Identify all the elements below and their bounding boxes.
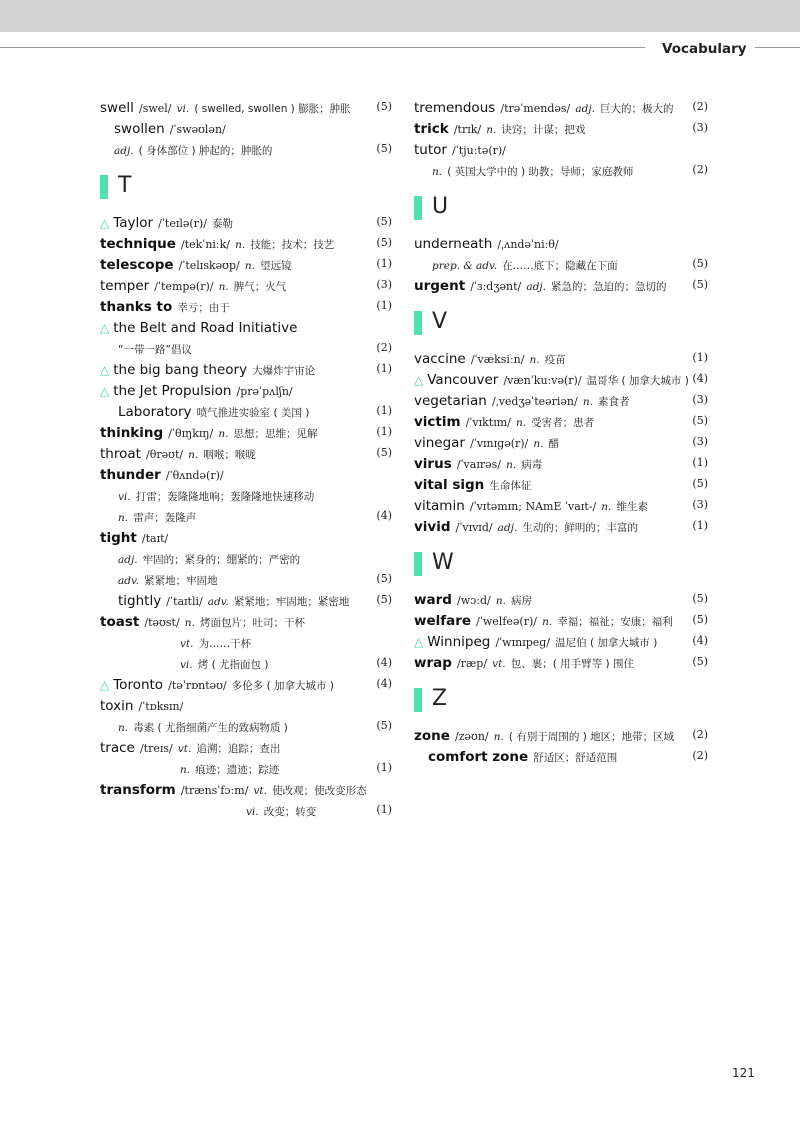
entry-unit-number: (2) — [692, 749, 708, 762]
vocab-entry — [414, 253, 708, 274]
entry-part-of-speech: n. — [218, 428, 229, 440]
section-heading — [414, 550, 708, 578]
proper-noun-triangle-icon: △ — [100, 384, 110, 398]
entry-pronunciation: /ˈteɪlə(r)/ — [158, 217, 207, 230]
vocab-entry — [100, 337, 392, 358]
vocab-entry — [100, 778, 392, 799]
entry-headword: thinking — [100, 425, 164, 441]
vocab-entry — [100, 400, 392, 421]
entry-part-of-speech: n. — [118, 512, 129, 524]
entry-unit-number: (3) — [376, 278, 392, 291]
entry-definition: ( swelled, swollen ) 膨胀；肿胀 — [194, 103, 351, 115]
entry-definition: 痕迹；遗迹；踪迹 — [195, 764, 280, 776]
entry-headword: Toronto — [113, 677, 164, 693]
entry-unit-number: (4) — [376, 509, 392, 522]
vocab-entry — [100, 505, 392, 526]
entry-unit-number: (5) — [692, 477, 708, 490]
entry-unit-number: (1) — [376, 425, 392, 438]
entry-pronunciation: /ˈswəʊlən/ — [169, 123, 226, 136]
entry-pronunciation: /ˌvedʒəˈteəriən/ — [491, 395, 578, 408]
entry-headword: swell — [100, 100, 134, 116]
entry-part-of-speech: n. — [188, 449, 199, 461]
section-letter: V — [432, 309, 448, 334]
header-rule-left — [0, 47, 645, 48]
entry-pronunciation: /taɪt/ — [141, 532, 169, 545]
vocab-entry — [414, 494, 708, 515]
entry-part-of-speech: vi. — [246, 806, 259, 818]
vocab-entry — [100, 379, 392, 400]
entry-unit-number: (2) — [692, 163, 708, 176]
entry-definition: 雷声；轰隆声 — [133, 512, 197, 524]
entry-headword: tight — [100, 530, 137, 546]
entry-definition: 紧急的；急迫的；急切的 — [551, 281, 667, 293]
vocab-entry — [100, 211, 392, 232]
entry-part-of-speech: vt. — [180, 638, 194, 650]
entry-pronunciation: /ˈθʌndə(r)/ — [165, 469, 224, 482]
entry-headword: vaccine — [414, 351, 466, 367]
page-number: 121 — [732, 1066, 755, 1080]
entry-definition: 醋 — [548, 438, 560, 450]
entry-unit-number: (2) — [692, 728, 708, 741]
entry-part-of-speech: vt. — [492, 658, 506, 670]
entry-pronunciation: /ˈtempə(r)/ — [154, 280, 214, 293]
vocab-entry — [414, 431, 708, 452]
section-heading — [414, 194, 708, 222]
entry-definition: 生动的；鲜明的；丰富的 — [522, 522, 638, 534]
entry-headword: tremendous — [414, 100, 496, 116]
header-rule-right — [755, 47, 800, 48]
vocab-entry — [100, 421, 392, 442]
entry-pronunciation: /ˈvæksiːn/ — [470, 353, 525, 366]
entry-part-of-speech: n. — [244, 260, 255, 272]
entry-pronunciation: /ˈtelɪskəʊp/ — [178, 259, 240, 272]
left-column — [100, 96, 392, 820]
entry-unit-number: (5) — [376, 215, 392, 228]
entry-part-of-speech: vi. — [176, 103, 190, 115]
section-letter: W — [432, 550, 454, 575]
entry-unit-number: (5) — [692, 278, 708, 291]
entry-headword: vivid — [414, 519, 451, 535]
entry-part-of-speech: n. — [533, 438, 544, 450]
entry-part-of-speech: n. — [493, 731, 504, 743]
section-marker — [414, 311, 422, 335]
entry-part-of-speech: n. — [218, 281, 229, 293]
entry-headword: technique — [100, 236, 176, 252]
entry-pronunciation: /ˈvɪktɪm/ — [465, 416, 511, 429]
entry-headword: thunder — [100, 467, 161, 483]
entry-pronunciation: /wɔːd/ — [457, 594, 491, 607]
entry-definition: 改变；转变 — [263, 806, 317, 818]
vocab-entry — [100, 526, 392, 547]
entry-headword: vinegar — [414, 435, 465, 451]
vocab-entry — [414, 232, 708, 253]
vocab-entry — [100, 757, 392, 778]
vocab-entry — [100, 799, 392, 820]
entry-unit-number: (5) — [692, 257, 708, 270]
entry-headword: ward — [414, 592, 452, 608]
entry-headword: toxin — [100, 698, 134, 714]
proper-noun-triangle-icon: △ — [100, 678, 110, 692]
entry-pronunciation: /ˈvɪnɪɡə(r)/ — [470, 437, 529, 450]
entry-unit-number: (5) — [376, 100, 392, 113]
entry-pronunciation: /ˈvɪtəmɪn; NAmE ˈvaɪt-/ — [469, 500, 597, 513]
section-marker — [414, 196, 422, 220]
vocab-entry — [100, 96, 392, 117]
entry-pronunciation: /təʊst/ — [144, 616, 180, 629]
entry-definition: 包、裹；( 用手臂等 ) 围住 — [510, 658, 634, 670]
vocab-entry — [100, 547, 392, 568]
vocab-entry — [100, 568, 392, 589]
entry-unit-number: (2) — [376, 341, 392, 354]
entry-part-of-speech: n. — [601, 501, 612, 513]
section-marker — [100, 175, 108, 199]
entry-part-of-speech: adj. — [575, 103, 595, 115]
entry-headword: the Belt and Road Initiative — [113, 320, 298, 336]
section-heading — [414, 686, 708, 714]
entry-unit-number: (1) — [376, 362, 392, 375]
vocab-entry — [100, 589, 392, 610]
entry-unit-number: (3) — [692, 393, 708, 406]
proper-noun-triangle-icon: △ — [100, 216, 110, 230]
entry-definition: 喷气推进实验室 ( 美国 ) — [196, 407, 310, 419]
entry-headword: temper — [100, 278, 150, 294]
proper-noun-triangle-icon: △ — [100, 321, 110, 335]
entry-part-of-speech: adv. — [118, 575, 140, 587]
section-heading — [100, 173, 392, 201]
entry-unit-number: (1) — [692, 519, 708, 532]
entry-headword: toast — [100, 614, 140, 630]
vocab-entry — [414, 651, 708, 672]
section-heading — [414, 309, 708, 337]
entry-pronunciation: /zəʊn/ — [455, 730, 489, 743]
entry-definition: 打雷；轰隆隆地响；轰隆隆地快速移动 — [135, 491, 315, 503]
entry-unit-number: (5) — [376, 572, 392, 585]
entry-pronunciation: /ˈwelfeə(r)/ — [476, 615, 537, 628]
vocab-entry — [414, 389, 708, 410]
entry-pronunciation: /θrəʊt/ — [146, 448, 184, 461]
entry-definition: 疫苗 — [544, 354, 566, 366]
entry-part-of-speech: n. — [582, 396, 593, 408]
entry-headword: the Jet Propulsion — [113, 383, 232, 399]
entry-unit-number: (2) — [692, 100, 708, 113]
entry-headword: thanks to — [100, 299, 173, 315]
entry-unit-number: (3) — [692, 498, 708, 511]
entry-pronunciation: /trænsˈfɔːm/ — [180, 784, 249, 797]
entry-pronunciation: /ˈtaɪtli/ — [166, 595, 203, 608]
section-letter: U — [432, 194, 449, 219]
entry-pronunciation: /ˈvaɪrəs/ — [456, 458, 501, 471]
vocab-entry — [414, 515, 708, 536]
vocab-entry — [100, 652, 392, 673]
entry-definition: 牢固的；紧身的；绷紧的；严密的 — [142, 554, 301, 566]
vocab-entry — [414, 630, 708, 651]
entry-unit-number: (1) — [376, 404, 392, 417]
entry-definition: 为……干杯 — [198, 638, 252, 650]
entry-part-of-speech: vi. — [180, 659, 193, 671]
vocab-entry — [100, 694, 392, 715]
entry-part-of-speech: adj. — [526, 281, 546, 293]
entry-definition: 在……底下；隐藏在下面 — [502, 260, 618, 272]
entry-headword: zone — [414, 728, 450, 744]
vocab-entry — [100, 295, 392, 316]
entry-headword: urgent — [414, 278, 466, 294]
entry-definition: 思想；思维；见解 — [233, 428, 318, 440]
vocab-entry — [100, 463, 392, 484]
entry-part-of-speech: adv. — [207, 596, 229, 608]
entry-pronunciation: /ˈvɪvɪd/ — [455, 521, 493, 534]
entry-definition: 幸福；福祉；安康；福利 — [557, 616, 673, 628]
entry-unit-number: (5) — [376, 236, 392, 249]
entry-part-of-speech: n. — [118, 722, 129, 734]
entry-headword: wrap — [414, 655, 452, 671]
entry-unit-number: (3) — [692, 435, 708, 448]
entry-headword: Laboratory — [118, 404, 192, 420]
right-column — [414, 96, 708, 766]
vocab-entry — [414, 347, 708, 368]
vocab-entry — [414, 117, 708, 138]
vocab-entry — [100, 736, 392, 757]
entry-definition: 温哥华 ( 加拿大城市 ) — [586, 375, 689, 387]
entry-unit-number: (1) — [376, 761, 392, 774]
entry-headword: Vancouver — [427, 372, 499, 388]
top-band — [0, 0, 800, 32]
entry-definition: ( 身体部位 ) 肿起的；肿胀的 — [138, 145, 273, 157]
entry-pronunciation: /swel/ — [138, 102, 172, 115]
entry-definition: 多伦多 ( 加拿大城市 ) — [231, 680, 334, 692]
entry-unit-number: (5) — [376, 719, 392, 732]
entry-headword: the big bang theory — [113, 362, 248, 378]
entry-pronunciation: /ræp/ — [457, 657, 488, 670]
entry-unit-number: (3) — [692, 121, 708, 134]
entry-definition: 泰勒 — [212, 218, 234, 230]
entry-pronunciation: /ˈtjuːtə(r)/ — [452, 144, 506, 157]
entry-headword: vegetarian — [414, 393, 487, 409]
entry-unit-number: (5) — [376, 142, 392, 155]
entry-headword: trace — [100, 740, 135, 756]
vocab-entry — [100, 358, 392, 379]
entry-unit-number: (5) — [692, 613, 708, 626]
entry-definition: 紧紧地；牢固地 — [144, 575, 218, 587]
entry-headword: welfare — [414, 613, 472, 629]
entry-unit-number: (1) — [692, 456, 708, 469]
entry-headword: telescope — [100, 257, 174, 273]
entry-definition: 咽喉；喉咙 — [203, 449, 256, 461]
proper-noun-triangle-icon: △ — [100, 363, 110, 377]
entry-unit-number: (5) — [376, 593, 392, 606]
entry-definition: 脾气；火气 — [233, 281, 287, 293]
entry-unit-number: (1) — [376, 299, 392, 312]
entry-headword: trick — [414, 121, 449, 137]
entry-headword: swollen — [114, 121, 165, 137]
entry-part-of-speech: adj. — [114, 145, 134, 157]
entry-pronunciation: /ˈtɒksɪn/ — [138, 700, 184, 713]
vocab-entry — [414, 473, 708, 494]
vocab-entry — [100, 442, 392, 463]
vocab-entry — [100, 631, 392, 652]
entry-definition: 使改观；使改变形态 — [272, 785, 367, 797]
entry-unit-number: (5) — [692, 655, 708, 668]
vocab-entry — [414, 410, 708, 431]
vocab-entry — [414, 609, 708, 630]
vocab-entry — [100, 253, 392, 274]
vocab-entry — [414, 452, 708, 473]
entry-unit-number: (4) — [376, 656, 392, 669]
entry-pronunciation: /vænˈkuːvə(r)/ — [503, 374, 582, 387]
entry-unit-number: (1) — [692, 351, 708, 364]
entry-definition: 烤 ( 尤指面包 ) — [197, 659, 269, 671]
entry-definition: 紧紧地；牢固地；紧密地 — [233, 596, 350, 608]
entry-pronunciation: /tekˈniːk/ — [181, 238, 231, 251]
entry-part-of-speech: adj. — [497, 522, 518, 534]
entry-pronunciation: /trɪk/ — [453, 123, 482, 136]
vocab-entry — [414, 368, 708, 389]
entry-headword: victim — [414, 414, 461, 430]
entry-pronunciation: /prəˈpʌlʃn/ — [236, 385, 293, 398]
vocab-entry — [100, 673, 392, 694]
entry-headword: Taylor — [113, 215, 154, 231]
entry-unit-number: (1) — [376, 803, 392, 816]
entry-definition: 望远镜 — [260, 260, 292, 272]
entry-definition: 巨大的；极大的 — [600, 103, 674, 115]
entry-unit-number: (4) — [692, 372, 708, 385]
entry-definition: 受害者；患者 — [531, 417, 595, 429]
vocab-entry — [100, 274, 392, 295]
proper-noun-triangle-icon: △ — [414, 373, 424, 387]
vocab-entry — [100, 484, 392, 505]
entry-definition: 大爆炸宇宙论 — [252, 365, 316, 377]
vocab-entry — [100, 117, 392, 138]
entry-part-of-speech: adj. — [118, 554, 138, 566]
vocab-entry — [414, 745, 708, 766]
vocab-entry — [414, 274, 708, 295]
proper-noun-triangle-icon: △ — [414, 635, 424, 649]
entry-definition: 舒适区；舒适范围 — [533, 752, 618, 764]
entry-definition: 维生素 — [616, 501, 648, 513]
running-header-title: Vocabulary — [662, 41, 747, 57]
entry-headword: tightly — [118, 593, 162, 609]
entry-definition: 温尼伯 ( 加拿大城市 ) — [555, 637, 658, 649]
entry-headword: vitamin — [414, 498, 465, 514]
entry-part-of-speech: vt. — [177, 743, 192, 755]
entry-definition: 病毒 — [521, 459, 543, 471]
vocab-entry — [100, 138, 392, 159]
entry-definition: 幸亏；由于 — [177, 302, 230, 314]
entry-part-of-speech: n. — [542, 616, 553, 628]
entry-part-of-speech: n. — [506, 459, 517, 471]
entry-unit-number: (5) — [376, 446, 392, 459]
entry-pronunciation: /trəˈmendəs/ — [500, 102, 571, 115]
entry-headword: underneath — [414, 236, 493, 252]
entry-part-of-speech: vt. — [253, 785, 267, 797]
entry-part-of-speech: n. — [235, 239, 246, 251]
entry-pronunciation: /ˈθɪŋkɪŋ/ — [168, 427, 214, 440]
entry-part-of-speech: n. — [432, 166, 443, 178]
entry-definition: 素食者 — [598, 396, 630, 408]
entry-unit-number: (4) — [376, 677, 392, 690]
entry-definition: 技能；技术；技艺 — [250, 239, 335, 251]
entry-headword: Winnipeg — [427, 634, 491, 650]
entry-definition: “一带一路”倡议 — [118, 344, 192, 356]
entry-pronunciation: /ˈwɪnɪpeɡ/ — [495, 636, 551, 649]
entry-part-of-speech: n. — [495, 595, 506, 607]
section-letter: T — [118, 173, 132, 198]
vocab-entry — [414, 159, 708, 180]
entry-definition: 追溯；追踪；查出 — [196, 743, 281, 755]
entry-headword: virus — [414, 456, 452, 472]
entry-part-of-speech: n. — [180, 764, 191, 776]
entry-headword: vital sign — [414, 477, 485, 493]
entry-part-of-speech: n. — [486, 124, 497, 136]
entry-definition: 诀窍；计谋；把戏 — [501, 124, 586, 136]
entry-definition: ( 英国大学中的 ) 助教；导师；家庭教师 — [447, 166, 634, 178]
entry-definition: 病房 — [511, 595, 533, 607]
entry-pronunciation: /treɪs/ — [139, 742, 173, 755]
entry-part-of-speech: n. — [515, 417, 527, 429]
vocab-entry — [100, 610, 392, 631]
entry-headword: throat — [100, 446, 141, 462]
vocab-entry — [414, 138, 708, 159]
vocab-entry — [414, 724, 708, 745]
section-marker — [414, 552, 422, 576]
entry-definition: 毒素 ( 尤指细菌产生的致病物质 ) — [133, 722, 288, 734]
entry-unit-number: (1) — [376, 257, 392, 270]
entry-definition: 生命体征 — [489, 480, 532, 492]
entry-headword: transform — [100, 782, 176, 798]
entry-definition: 烤面包片；吐司；干杯 — [199, 617, 305, 629]
entry-part-of-speech: n. — [529, 354, 540, 366]
entry-unit-number: (5) — [692, 592, 708, 605]
section-marker — [414, 688, 422, 712]
entry-pronunciation: /təˈrɒntəʊ/ — [168, 679, 227, 692]
entry-headword: tutor — [414, 142, 447, 158]
entry-pronunciation: /ˌʌndəˈniːθ/ — [497, 238, 559, 251]
entry-unit-number: (5) — [692, 414, 708, 427]
entry-part-of-speech: n. — [184, 617, 195, 629]
vocab-entry — [100, 232, 392, 253]
vocab-entry — [100, 715, 392, 736]
entry-definition: ( 有别于周围的 ) 地区；地带；区域 — [508, 731, 675, 743]
section-letter: Z — [432, 686, 448, 711]
entry-pronunciation: /ˈɜːdʒənt/ — [470, 280, 522, 293]
vocab-entry — [414, 588, 708, 609]
vocab-entry — [414, 96, 708, 117]
entry-unit-number: (4) — [692, 634, 708, 647]
vocab-entry — [100, 316, 392, 337]
entry-part-of-speech: vi. — [118, 491, 131, 503]
entry-headword: comfort zone — [428, 749, 529, 765]
entry-part-of-speech: prep. & adv. — [432, 260, 498, 272]
